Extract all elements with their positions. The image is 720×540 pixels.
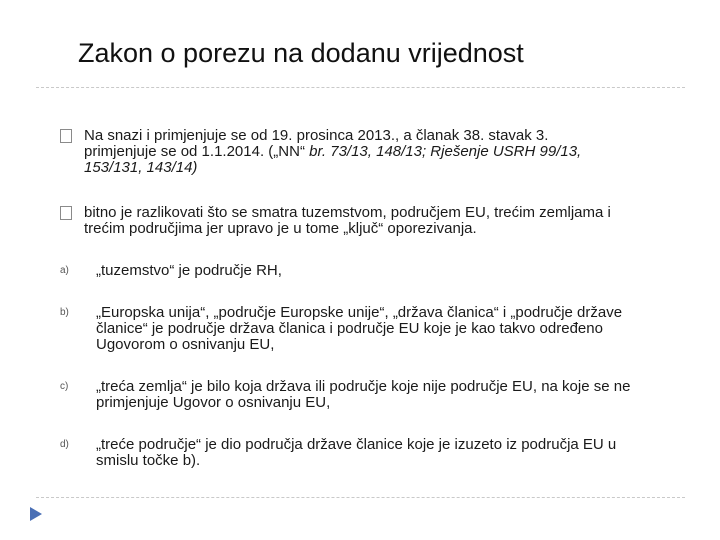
list-marker: b) — [60, 307, 69, 318]
list-text: „treće područje“ je dio područja države članice koje je izuzeto iz područja EU u smislu točke b). — [96, 436, 617, 469]
list-item — [60, 305, 660, 353]
play-arrow-icon[interactable] — [30, 507, 42, 521]
bullet-box-icon — [60, 206, 72, 220]
bullet-item — [60, 205, 660, 237]
list-text: „treća zemlja“ je bilo koja država ili područje koje nije područje EU, na koje se ne primjenjuje Ugovor o osnivanju EU, — [96, 378, 631, 411]
list-item — [60, 263, 660, 279]
bullet-item — [60, 128, 660, 176]
list-text: „tuzemstvo“ je područje RH, — [96, 262, 282, 279]
top-divider — [36, 87, 685, 88]
slide-title: Zakon o porezu na dodanu vrijednost — [78, 38, 524, 68]
list-marker: d) — [60, 439, 69, 450]
list-marker: c) — [60, 381, 69, 392]
bullet-text: bitno je razlikovati što se smatra tuzemstvom, područjem EU, trećim zemljama i trećim područjima jer upravo je u tome „ključ“ oporezivanja. — [84, 204, 611, 237]
list-marker: a) — [60, 265, 69, 276]
bottom-divider — [36, 497, 685, 498]
list-text: „Europska unija“, „područje Europske unije“, „država članica“ i „područje države članice“ je područje država članica i područje EU koje je kao takvo određeno Ugovorom o osnivanju EU, — [96, 304, 623, 353]
list-item — [60, 379, 660, 411]
bullet-text: Na snazi i primjenjuje se od 19. prosinca 2013., a članak 38. stavak 3. primjenjuje se od 1.1.2014. („NN“ br. 73/13, 148/13; Rješenje USRH 99/13, 153/131, 143/14) — [84, 127, 582, 176]
bullet-box-icon — [60, 129, 72, 143]
list-item — [60, 437, 660, 469]
